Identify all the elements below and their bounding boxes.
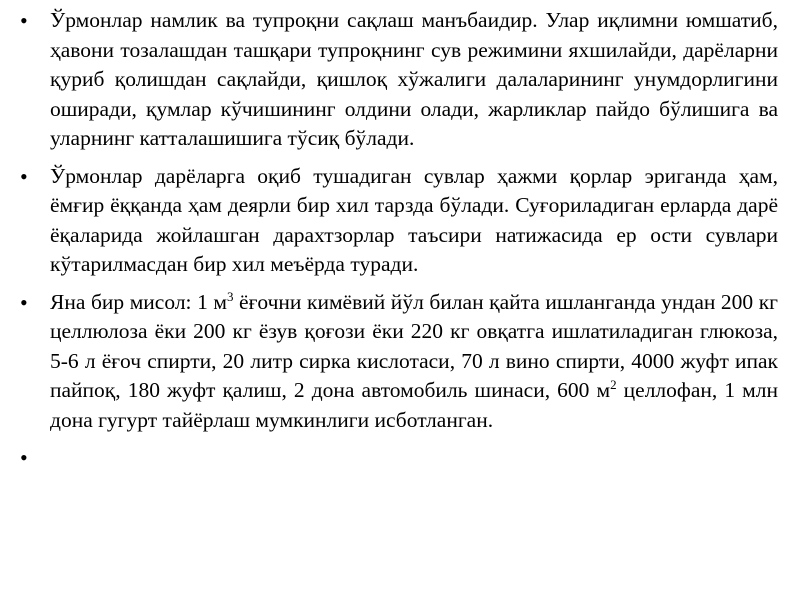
bullet-marker: • (20, 163, 28, 189)
bullet-marker: • (20, 8, 28, 33)
bullet-text-part-2: ёғочни кимёвий йўл билан қайта ишланганда ундан 200 кг целлюлоза ёки 200 кг ёзув қоғози ёки 220 кг овқатга ишлатиладиган глюкоза, 5-6 л ёғоч спирти, 20 литр сирка кислотаси, 70 л вино спирти, 4000 жуфт ипак пайпоқ, 180 жуфт қалиш, 2 дона автомобиль шинаси, 600 м (50, 289, 778, 402)
bullet-list (20, 6, 778, 470)
bullet-marker: • (20, 289, 28, 315)
bullet-text: Ўрмонлар дарёларга оқиб тушадиган сувлар ҳажми қорлар эриганда ҳам, ёмғир ёққанда ҳам деярли бир хил тарзда бўлади. Суғориладиган ерларда дарё ёқаларида жойлашган дарахтзорлар таъсири натижасида ер ости сувлари кўтарилмасдан бир хил меъёрда туради. (50, 163, 778, 276)
superscript-cubic: 3 (227, 288, 234, 304)
bullet-text (50, 290, 778, 432)
bullet-item-forests-moisture (20, 6, 778, 154)
bullet-item-forests-rivers (20, 162, 778, 280)
superscript-square: 2 (610, 376, 617, 392)
bullet-text-part-3: целлофан, 1 млн дона гугурт тайёрлаш мумкинлиги исботланган. (50, 378, 778, 432)
bullet-marker: • (20, 445, 28, 470)
bullet-text: Ўрмонлар намлик ва тупроқни сақлаш манъбаидир. Улар иқлимни юмшатиб, ҳавони тозалашдан ташқари тупроқнинг сув режимини яхшилайди, дарёларни қуриб қолишдан сақлайди, қишлоқ хўжалиги далаларининг унумдорлигини оширади, қумлар кўчишининг олдини олади, жарликлар пайдо бўлишига ва уларнинг катталашишига тўсиқ бўлади. (50, 8, 778, 150)
bullet-item-wood-processing (20, 288, 778, 436)
bullet-text-part-1: Яна бир мисол: 1 м (50, 289, 227, 314)
